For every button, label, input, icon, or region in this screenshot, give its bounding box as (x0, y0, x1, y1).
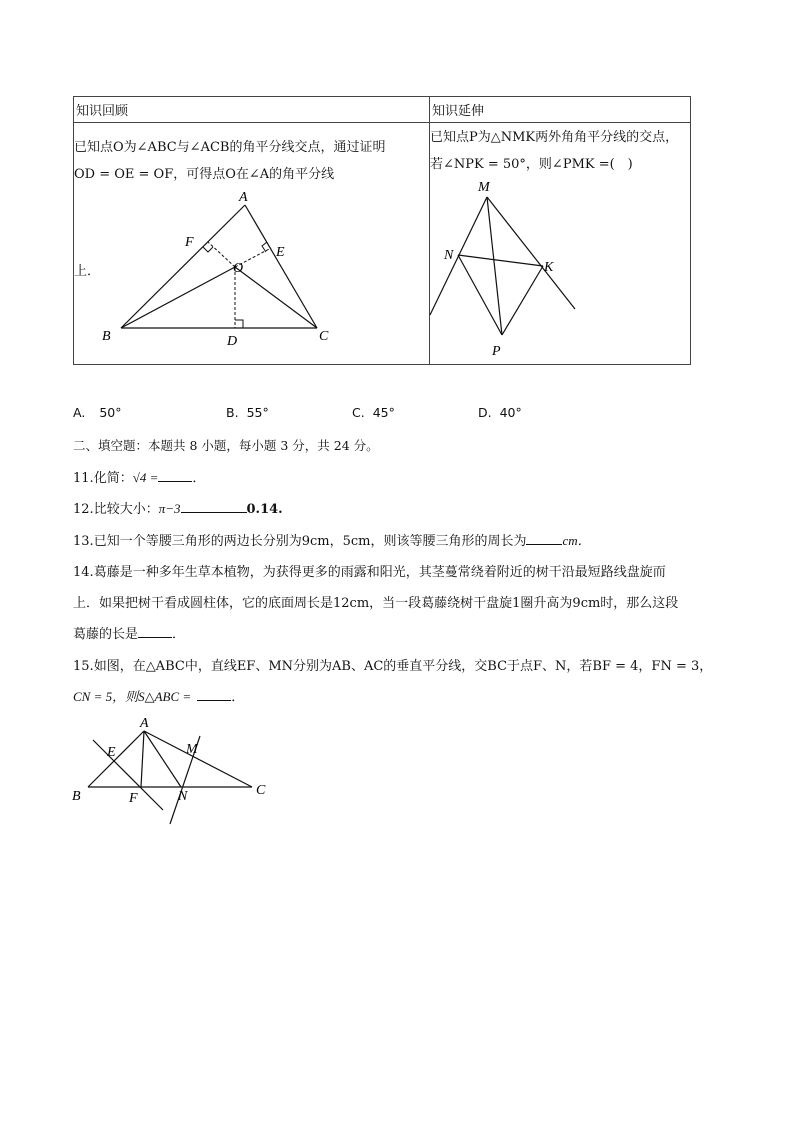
label-n: N (178, 789, 188, 804)
segment-np (458, 255, 502, 335)
label-n: N (444, 248, 454, 263)
extension-text-line1: 已知点P为△NMK两外角角平分线的交点， (430, 130, 679, 145)
label-c: C (319, 329, 329, 344)
label-f: F (129, 791, 138, 806)
segment-mp (487, 197, 502, 335)
question-15-line2: CN = 5，则S△ABC = ． (73, 689, 245, 705)
option-a: A. 50° (73, 405, 122, 420)
ray-mk-extended (487, 197, 575, 309)
answer-blank-12 (181, 500, 247, 513)
segment-an (144, 731, 181, 787)
option-b: B. 55° (226, 405, 269, 420)
figure-triangle-perpendicular-bisectors (66, 712, 276, 832)
section-title-fill-in: 二、填空题：本题共 8 小题，每小题 3 分，共 24 分。 (73, 438, 379, 453)
segment-co (235, 267, 317, 328)
label-b: B (72, 789, 81, 804)
segment-kp (502, 266, 543, 335)
table-head-right: 知识延伸 (430, 97, 691, 123)
label-f: F (185, 235, 194, 250)
right-angle-d (235, 320, 243, 328)
figure-mnk-exterior-bisectors (425, 175, 585, 360)
label-e: E (107, 745, 116, 760)
segment-bo (121, 267, 235, 328)
right-angle-f (203, 247, 213, 252)
question-14-line2: 上．如果把树干看成圆柱体，它的底面周长是12cm，当一段葛藤绕树干盘旋1圈升高为9cm时，那么这段 (73, 596, 679, 611)
question-15-line1: 15.如图，在△ABC中，直线EF、MN分别为AB、AC的垂直平分线，交BC于点F、N，若BF = 4，FN = 3， (73, 659, 713, 674)
review-text-line1: 已知点O为∠ABC与∠ACB的角平分线交点，通过证明 (74, 140, 386, 155)
bisector-ef (93, 740, 163, 810)
table-head-left: 知识回顾 (74, 97, 430, 123)
question-14-line1: 14.葛藤是一种多年生草本植物，为获得更多的雨露和阳光，其茎蔓常绕着附近的树干沿最短路线盘旋而 (73, 565, 666, 580)
label-o: O (233, 261, 244, 276)
extension-text-line2: 若∠NPK = 50°，则∠PMK =( ) (430, 157, 633, 172)
label-p: P (492, 344, 501, 359)
question-14-line3: 葛藤的长是 ． (73, 627, 186, 642)
side-ac (245, 205, 317, 328)
label-e: E (276, 245, 285, 260)
label-c: C (256, 783, 266, 798)
answer-blank-11 (158, 469, 192, 482)
review-text-line3: 上． (74, 264, 101, 279)
label-k: K (544, 260, 554, 275)
figure-triangle-abc-incenter (95, 185, 345, 350)
option-c: C. 45° (352, 405, 395, 420)
side-ac (144, 731, 252, 787)
segment-af (141, 731, 144, 787)
label-a: A (239, 190, 248, 205)
side-ab (88, 731, 144, 787)
label-m: M (186, 742, 198, 757)
side-ab (121, 205, 245, 328)
label-a: A (140, 716, 149, 731)
question-13: 13.已知一个等腰三角形的两边长分别为9cm，5cm，则该等腰三角形的周长为 cm． (73, 533, 591, 549)
question-12: 12.比较大小：π−3 0.14. (73, 501, 283, 517)
review-text-line2: OD = OE = OF，可得点O在∠A的角平分线 (74, 167, 335, 182)
answer-blank-14 (138, 625, 172, 638)
option-d: D. 40° (478, 405, 522, 420)
answer-blank-15 (197, 688, 231, 701)
segment-of (208, 242, 235, 267)
answer-blank-13 (526, 532, 562, 545)
segment-nk (458, 255, 543, 266)
label-b: B (102, 329, 111, 344)
label-m: M (478, 180, 490, 195)
question-11: 11.化简：√4 = ． (73, 470, 206, 486)
label-d: D (227, 334, 238, 349)
